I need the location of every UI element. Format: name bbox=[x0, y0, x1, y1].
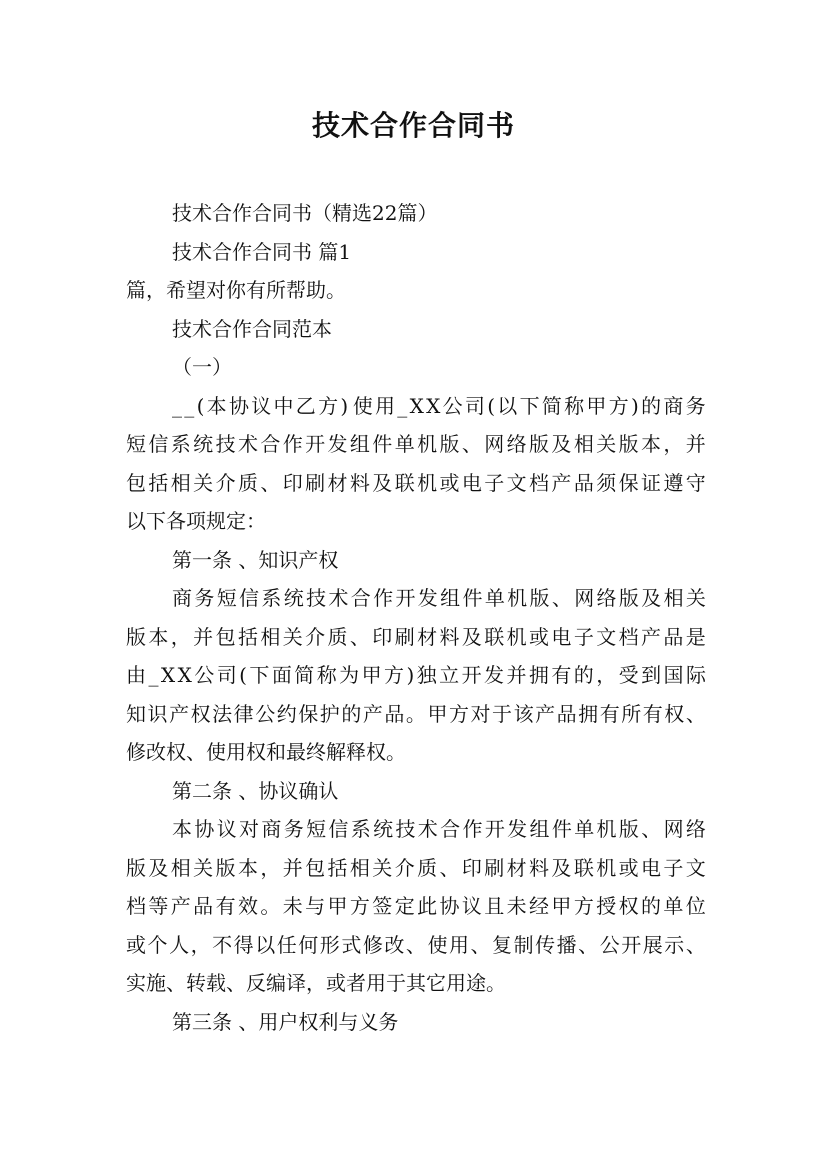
text-line: 知 识 产 权 法 律 公 约 保 护 的 产 品 。 甲 方 对 于 该 产 品 拥 有 所 有 权 、 bbox=[126, 701, 706, 726]
text-line: 本 协 议 对 商 务 短 信 系 统 技 术 合 作 开 发 组 件 单 机 版 、 网 络 bbox=[172, 817, 706, 841]
text-line: （一） bbox=[172, 355, 232, 379]
paragraph-p6 bbox=[126, 387, 706, 541]
text-line: 由 _ X X 公 司 ( 下 面 简 称 为 甲 方 ) 独 立 开 发 并 拥 有 的 ， 受 到 国 际 bbox=[126, 663, 706, 687]
paragraph-p9 bbox=[126, 772, 706, 811]
text-line: 包 括 相 关 介 质 、 印 刷 材 料 及 联 机 或 电 子 文 档 产 品 须 保 证 遵 守 bbox=[126, 470, 706, 495]
document-body bbox=[126, 194, 706, 1041]
paragraph-p5 bbox=[126, 348, 706, 387]
text-line: 短 信 系 统 技 术 合 作 开 发 组 件 单 机 版 、 网 络 版 及 相 关 版 本 ， 并 bbox=[126, 432, 706, 456]
text-line: 篇，希望对你有所帮助。 bbox=[126, 278, 346, 302]
text-line: 技术合作合同书（精选22篇） bbox=[172, 201, 438, 225]
text-line: 第三条 、用户权利与义务 bbox=[172, 1009, 399, 1034]
text-line: 版 本 ， 并 包 括 相 关 介 质 、 印 刷 材 料 及 联 机 或 电 子 文 档 产 品 是 bbox=[126, 624, 706, 649]
paragraph-p4 bbox=[126, 310, 706, 349]
paragraph-p1 bbox=[126, 194, 706, 233]
paragraph-p2 bbox=[126, 233, 706, 272]
text-line: 修改权、使用权和最终解释权。 bbox=[126, 740, 406, 764]
paragraph-p3 bbox=[126, 271, 706, 310]
text-line: 或 个 人 ， 不 得 以 任 何 形 式 修 改 、 使 用 、 复 制 传 播 、 公 开 展 示 、 bbox=[126, 932, 706, 957]
document-title: 技术合作合同书 bbox=[311, 109, 515, 142]
text-line: 档 等 产 品 有 效 。 未 与 甲 方 签 定 此 协 议 且 未 经 甲 方 授 权 的 单 位 bbox=[126, 894, 706, 918]
text-line: 版 及 相 关 版 本 ， 并 包 括 相 关 介 质 、 印 刷 材 料 及 联 机 或 电 子 文 bbox=[126, 855, 706, 880]
text-line: _ _ ( 本 协 议 中 乙 方 ) 使 用 _ X X 公 司 ( 以 下 简 称 甲 方 ) 的 商 务 bbox=[172, 393, 706, 418]
paragraph-p7 bbox=[126, 541, 706, 580]
text-line: 实施、转载、反编译，或者用于其它用途。 bbox=[126, 971, 506, 995]
text-line: 技术合作合同范本 bbox=[172, 316, 332, 341]
text-line: 商 务 短 信 系 统 技 术 合 作 开 发 组 件 单 机 版 、 网 络 版 及 相 关 bbox=[172, 586, 706, 610]
text-line: 以下各项规定： bbox=[126, 509, 266, 533]
text-line: 技术合作合同书 篇1 bbox=[172, 239, 352, 264]
paragraph-p10 bbox=[126, 810, 706, 1003]
text-line: 第二条 、协议确认 bbox=[172, 778, 339, 803]
paragraph-p11 bbox=[126, 1003, 706, 1042]
paragraph-p8 bbox=[126, 579, 706, 772]
text-line: 第一条 、知识产权 bbox=[172, 547, 339, 572]
